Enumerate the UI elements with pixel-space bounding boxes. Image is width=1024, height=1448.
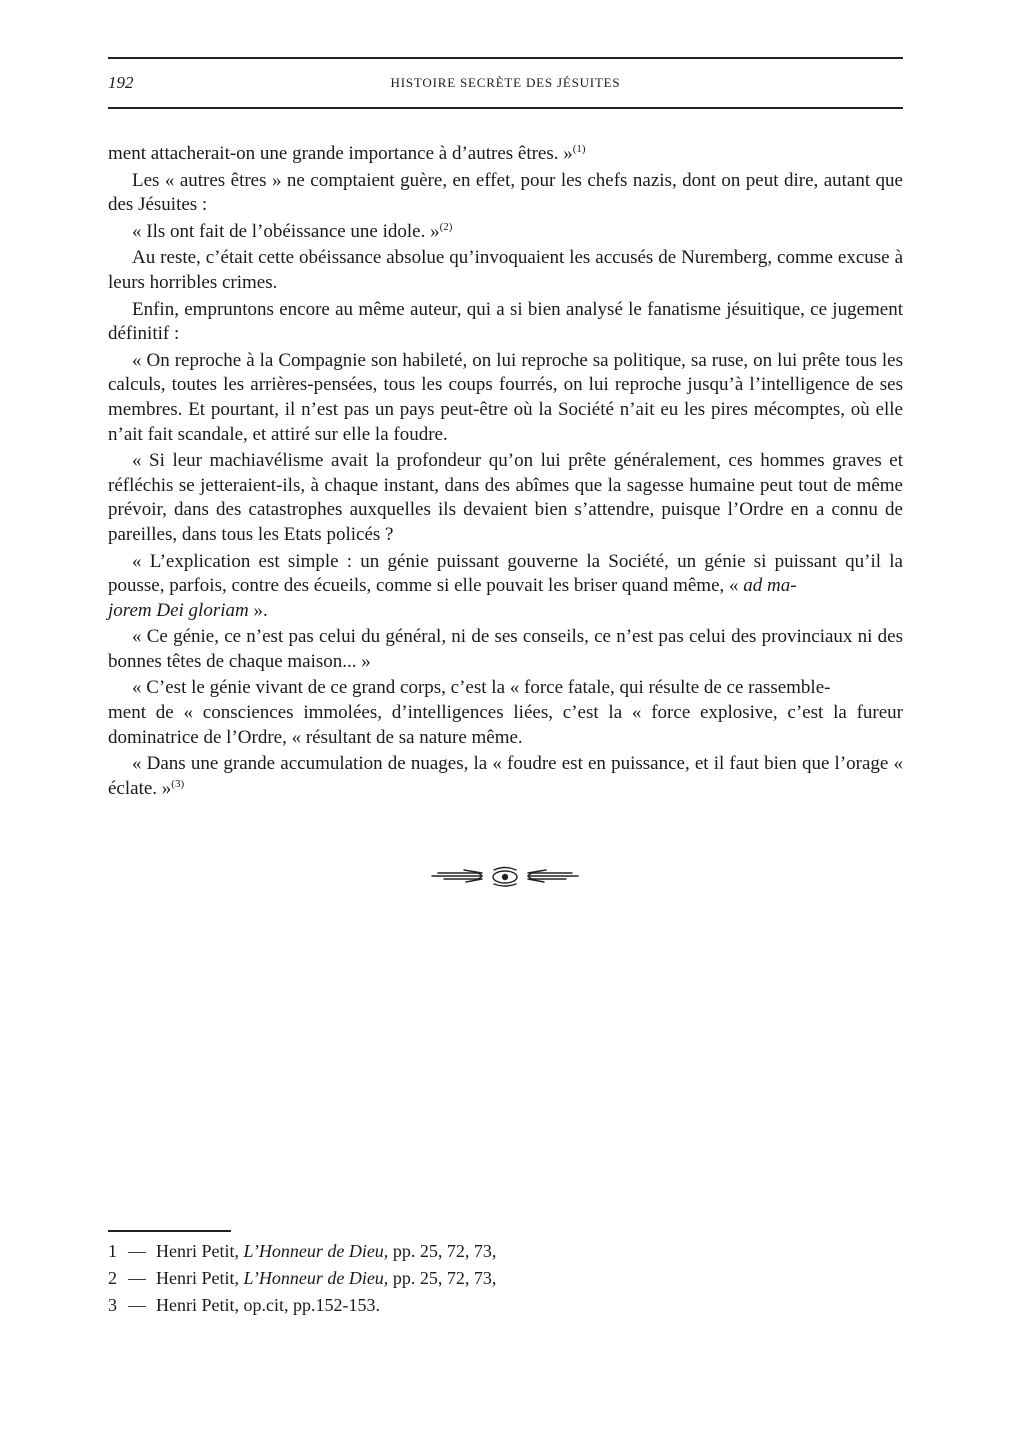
main-text (108, 142, 903, 803)
paragraph-11 (108, 752, 903, 801)
paragraph-9: « Ce génie, ce n’est pas celui du général, ni de ses conseils, ce n’est pas celui des provinciaux ni des bonnes têtes de chaque maison... » (108, 626, 903, 672)
ornament-icon (430, 864, 580, 888)
paragraph-6: « On reproche à la Compagnie son habileté, on lui reproche sa politique, sa ruse, on lui prête tous les calculs, toutes les arrières-pensées, tous les coups fourrés, on lui reproche jusqu’à l’intelligence de ses membres. Et pourtant, il n’est pas un pays peut-être où la Société n’ait eu les pires mécomptes, où elle n’ait fait scandale, et attiré sur elle la foudre. (108, 349, 903, 445)
footnote-pages: pp. 25, 72, 73, (388, 1241, 497, 1261)
footnote-text: Henri Petit, op.cit, pp.152-153. (156, 1295, 380, 1315)
paragraph-1-text: ment attacherait-on une grande importance à d’autres êtres. » (108, 143, 573, 164)
footnote-dash: — (128, 1295, 146, 1315)
footnote-dash: — (128, 1241, 146, 1261)
paragraph-5: Enfin, empruntons encore au même auteur, qui a si bien analysé le fanatisme jésuitique, ce jugement définitif : (108, 298, 903, 345)
paragraph-8 (108, 550, 903, 624)
footnote-rule (108, 1230, 231, 1232)
paragraph-3 (108, 220, 903, 245)
paragraph-4: Au reste, c’était cette obéissance absolue qu’invoquaient les accusés de Nuremberg, comme excuse à leurs horribles crimes. (108, 247, 903, 293)
footnote-author: Henri Petit, (156, 1268, 244, 1288)
header-top-rule (108, 57, 903, 59)
footnote-dash: — (128, 1268, 146, 1288)
paragraph-1 (108, 142, 903, 167)
footnote-number: 1 (108, 1241, 117, 1261)
paragraph-10-line-1: « C’est le génie vivant de ce grand corps, c’est la « force fatale, qui résulte de ce rassemble- (132, 677, 831, 699)
footnote-work-title: L’Honneur de Dieu, (243, 1241, 389, 1261)
footnote-2 (108, 1265, 903, 1292)
footnote-3 (108, 1292, 903, 1319)
footnote-number: 3 (108, 1295, 117, 1315)
page-number: 192 (108, 73, 134, 92)
paragraph-8-text: « L’explication est simple : un génie puissant gouverne la Société, un génie si puissant qu’il la pousse, parfois, contre des écueils, comme si elle pouvait les briser quand même, « (108, 550, 903, 597)
footnote-ref-1: (1) (572, 143, 586, 155)
paragraph-3-text: « Ils ont fait de l’obéissance une idole. » (132, 220, 440, 242)
page-header (108, 73, 903, 97)
footnote-author: Henri Petit, (156, 1241, 244, 1261)
paragraph-10-rest: ment de « consciences immolées, d’intelligences liées, c’est la « force explosive, c’est la fureur dominatrice de l’Ordre, « résultant de sa nature même. (108, 702, 903, 748)
footnote-work-title: L’Honneur de Dieu, (243, 1268, 389, 1288)
running-title: HISTOIRE SECRÈTE DES JÉSUITES (390, 75, 621, 90)
footnote-pages: pp. 25, 72, 73, (388, 1268, 497, 1288)
footnote-ref-3: (3) (171, 777, 185, 790)
paragraph-10 (108, 676, 903, 750)
paragraph-8-end: ». (248, 599, 268, 621)
paragraph-2: Les « autres êtres » ne comptaient guère, en effet, pour les chefs nazis, dont on peut dire, autant que des Jésuites : (108, 169, 903, 216)
latin-phrase-part-2: jorem Dei gloriam (108, 599, 249, 621)
footnote-number: 2 (108, 1268, 117, 1288)
paragraph-11-text: « Dans une grande accumulation de nuages, la « foudre est en puissance, et il faut bien que l’orage « éclate. » (108, 753, 903, 799)
footnote-ref-2: (2) (439, 220, 453, 233)
latin-phrase-part-1: ad ma- (743, 575, 797, 597)
paragraph-7: « Si leur machiavélisme avait la profondeur qu’on lui prête généralement, ces hommes graves et réfléchis se jetteraient-ils, à chaque instant, dans des abîmes que la sagesse humaine peut tout de même prévoir, dans des catastrophes auxquelles ils devaient bien s’attendre, puisque l’Ordre en a connu de pareilles, dans tous les Etats policés ? (108, 450, 903, 545)
footnotes (108, 1238, 903, 1319)
footnote-1 (108, 1238, 903, 1265)
header-bottom-rule (108, 107, 903, 109)
